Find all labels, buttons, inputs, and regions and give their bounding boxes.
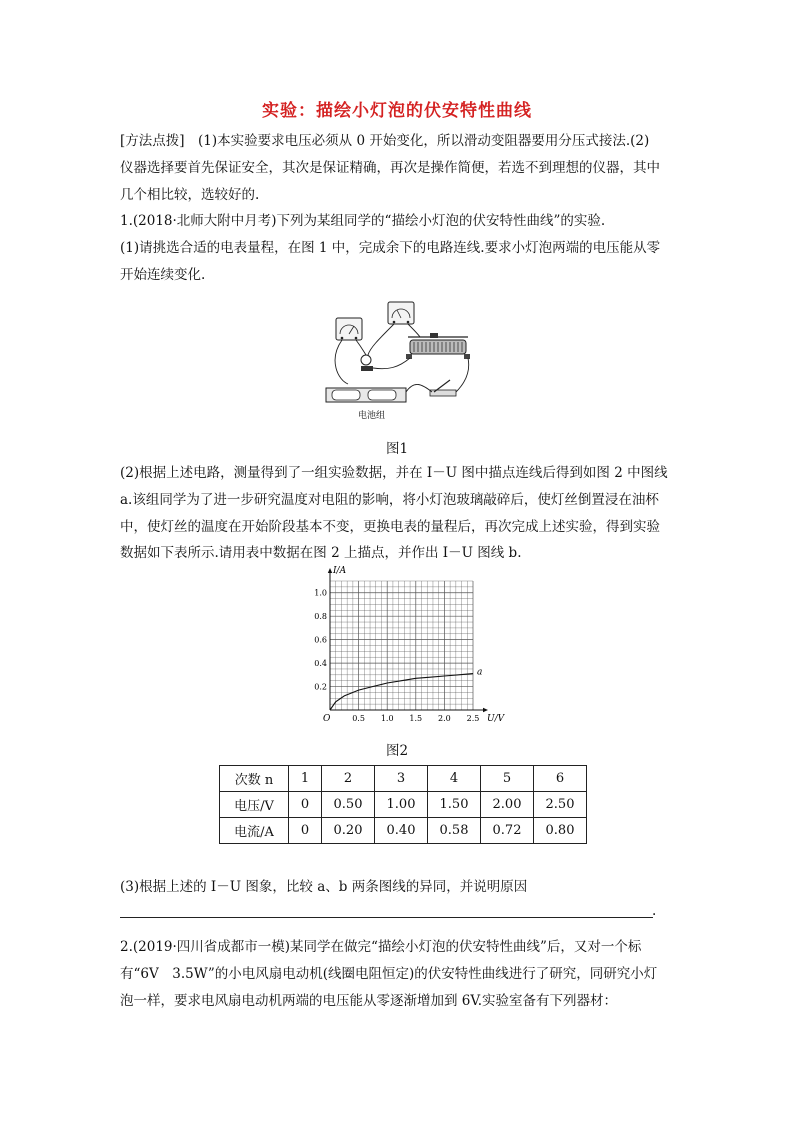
ammeter-icon [336, 318, 362, 340]
question-2-line-1: 2.(2019·四川省成都市一模)某同学在做完“描绘小灯泡的伏安特性曲线”后，又对一个标 [120, 939, 642, 955]
voltmeter-icon [388, 302, 414, 324]
y-axis-arrow [328, 568, 332, 573]
page-title: 实验：描绘小灯泡的伏安特性曲线 [262, 101, 532, 121]
bulb-icon [361, 355, 373, 371]
figure-1-caption: 图1 [385, 441, 409, 457]
origin-label: O [323, 714, 331, 724]
x-tick-label: 1.5 [409, 714, 423, 723]
table-cell: 0 [289, 818, 322, 844]
y-tick-label: 0.8 [314, 612, 327, 622]
question-1-intro: 1.(2018·北师大附中月考)下列为某组同学的“描绘小灯泡的伏安特性曲线”的实验. [120, 213, 606, 229]
x-axis-label: U/V [487, 714, 505, 724]
y-tick-label: 0.6 [314, 635, 327, 645]
question-1-part-1-line-1: (1)请挑选合适的电表量程，在图 1 中，完成余下的电路连线.要求小灯泡两端的电压能从零 [120, 240, 661, 256]
table-cell: 5 [481, 766, 534, 792]
table-cell: 电流/A [220, 818, 289, 844]
question-1-part-1-line-2: 开始连续变化. [120, 267, 206, 283]
table-cell: 0.50 [322, 792, 375, 818]
table-row [220, 766, 587, 792]
method-tip-line-2: 仪器选择要首先保证安全，其次是保证精确，再次是操作简便，若选不到理想的仪器，其中 [120, 160, 660, 176]
battery-pack-icon [326, 388, 406, 402]
y-tick-label: 0.2 [314, 682, 327, 692]
method-tip-line-1: [方法点拨] (1)本实验要求电压必须从 0 开始变化，所以滑动变阻器要用分压式接法.(2) [120, 133, 650, 149]
table-cell: 0 [289, 792, 322, 818]
question-1-part-2-line-4: 数据如下表所示.请用表中数据在图 2 上描点，并作出 I－U 图线 b. [120, 545, 522, 561]
x-tick-label: 1.0 [380, 714, 394, 723]
answer-blank-period: . [652, 903, 657, 919]
question-1-part-3: (3)根据上述的 I－U 图象，比较 a、b 两条图线的异同，并说明原因 [120, 879, 528, 895]
x-tick-label: 2.5 [466, 714, 480, 723]
table-cell: 1.50 [428, 792, 481, 818]
table-cell: 3 [375, 766, 428, 792]
curve-a-label: a [477, 667, 483, 678]
method-tip-line-3: 几个相比较，选较好的. [120, 187, 260, 203]
graph-grid [330, 581, 473, 710]
iu-graph [300, 566, 505, 730]
question-1-part-2-line-3: 中，使灯丝的温度在开始阶段基本不变，更换电表的量程后，再次完成上述实验，得到实验 [120, 519, 660, 535]
x-axis-arrow [483, 708, 488, 712]
table-cell: 0.80 [534, 818, 587, 844]
table-cell: 次数 n [220, 766, 289, 792]
table-row [220, 818, 587, 844]
table-cell: 0.58 [428, 818, 481, 844]
rheostat-icon [406, 333, 470, 359]
question-2-line-2: 有“6V 3.5W”的小电风扇电动机(线圈电阻恒定)的伏安特性曲线进行了研究，同研究小灯 [120, 966, 658, 982]
data-table [219, 765, 587, 844]
table-cell: 2 [322, 766, 375, 792]
x-tick-label: 2.0 [438, 714, 451, 723]
y-axis-label: I/A [333, 566, 347, 576]
answer-blank-line[interactable] [120, 917, 653, 918]
y-tick-label: 1.0 [314, 588, 327, 598]
question-2-line-3: 泡一样，要求电风扇电动机两端的电压能从零逐渐增加到 6V.实验室备有下列器材： [120, 993, 618, 1009]
circuit-diagram [318, 300, 478, 428]
switch-icon [430, 380, 456, 396]
table-cell: 0.72 [481, 818, 534, 844]
x-tick-label: 0.5 [352, 714, 365, 723]
table-cell: 0.40 [375, 818, 428, 844]
table-row [220, 792, 587, 818]
table-cell: 4 [428, 766, 481, 792]
curve-a [330, 674, 473, 710]
question-1-part-2-line-2: a.该组同学为了进一步研究温度对电阻的影响，将小灯泡玻璃敲碎后，使灯丝倒置浸在油杯 [120, 492, 659, 508]
question-1-part-2-line-1: (2)根据上述电路，测量得到了一组实验数据，并在 I－U 图中描点连线后得到如图 2 中图线 [120, 465, 668, 481]
table-cell: 1 [289, 766, 322, 792]
table-cell: 2.50 [534, 792, 587, 818]
table-cell: 6 [534, 766, 587, 792]
y-tick-label: 0.4 [314, 659, 327, 669]
table-cell: 电压/V [220, 792, 289, 818]
battery-label: 电池组 [358, 411, 386, 421]
table-cell: 0.20 [322, 818, 375, 844]
table-cell: 1.00 [375, 792, 428, 818]
figure-2-caption: 图2 [385, 743, 409, 759]
table-cell: 2.00 [481, 792, 534, 818]
